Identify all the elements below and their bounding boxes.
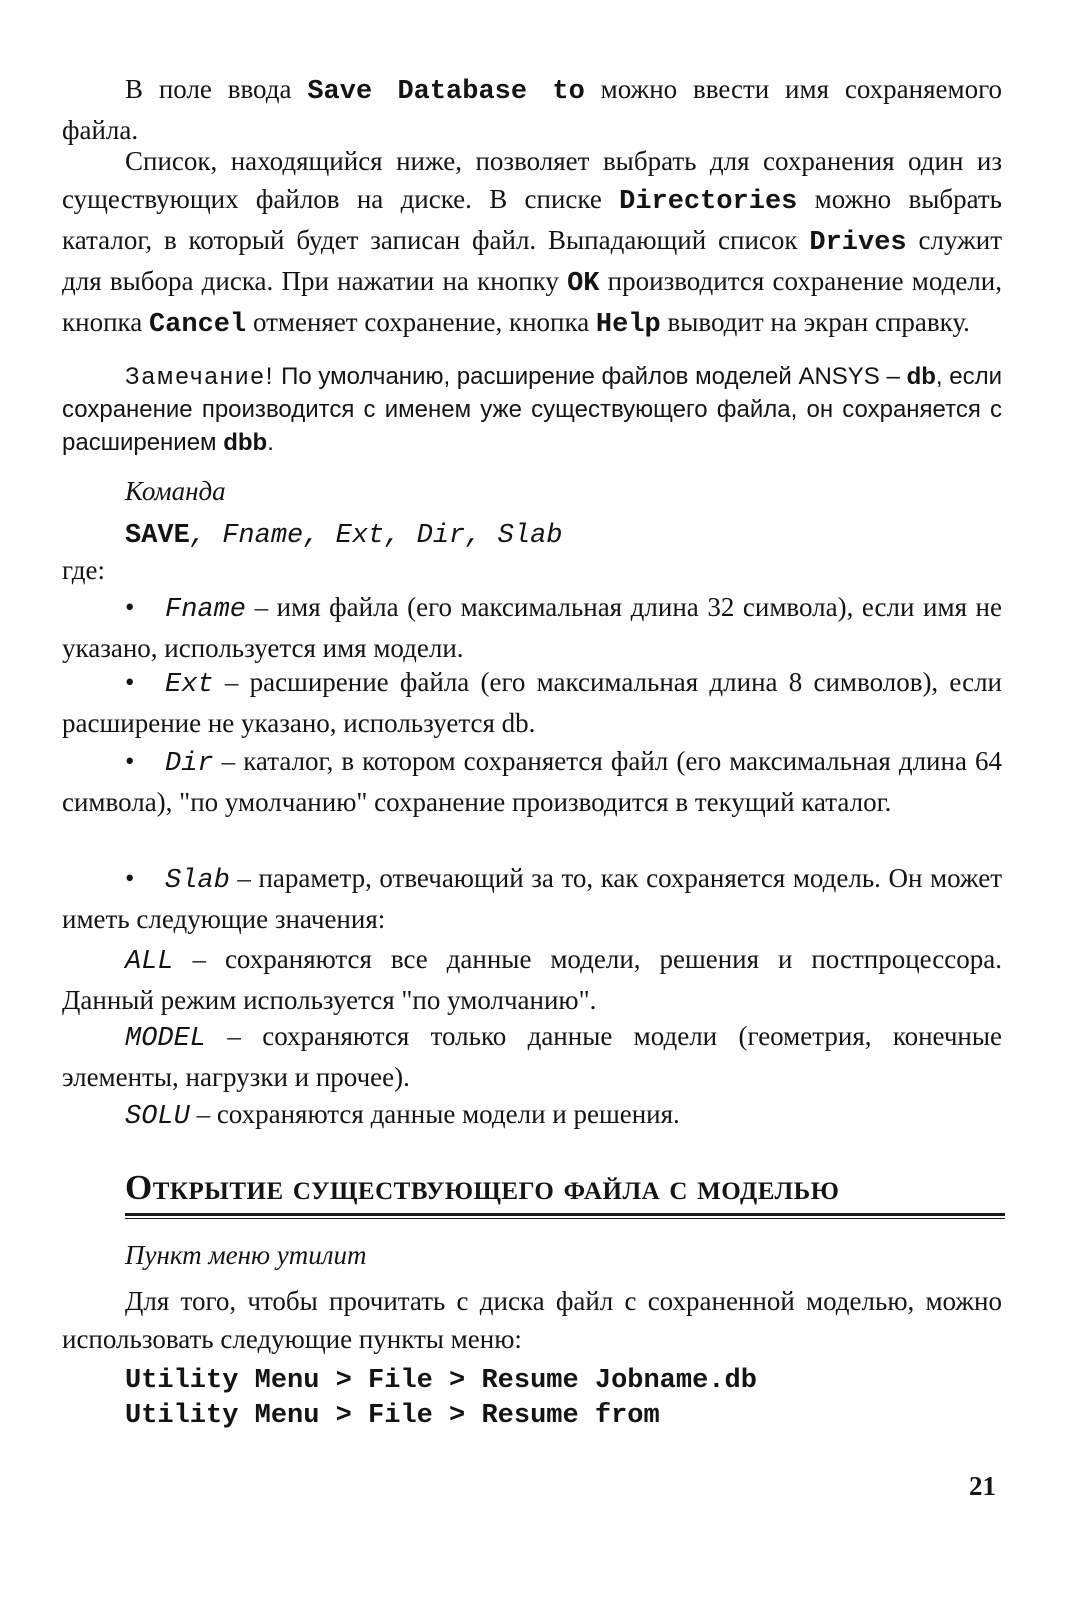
param-description: – расширение файла (его максимальная длина 8 символов), если расширение не указано, используется db. xyxy=(62,667,1002,738)
page-number: 21 xyxy=(969,1471,996,1501)
paragraph-save-database xyxy=(62,70,1002,149)
list-item: • Fname – имя файла (его максимальная длина 32 символа), если имя не указано, используется имя модели. xyxy=(62,592,1002,663)
heading-rule-thin xyxy=(125,1218,1005,1219)
text: . xyxy=(267,429,274,456)
code-save-database: Save Database to xyxy=(307,77,585,107)
command-args: , Fname, Ext, Dir, Slab xyxy=(189,521,563,551)
menu-path: Utility Menu > File > Resume from xyxy=(125,1401,660,1431)
text: По умолчанию, расширение файлов моделей ANSYS – xyxy=(274,363,907,390)
text: можно ввести имя сохраняемого файла. xyxy=(62,74,1002,145)
paragraph-open-file: Для того, чтобы прочитать с диска файл с сохраненной моделью, можно использовать следующие пункты меню: xyxy=(62,1286,1002,1354)
code-cancel: Cancel xyxy=(148,310,247,340)
value-key: MODEL xyxy=(125,1024,207,1054)
value-description: – сохраняются только данные модели (геометрия, конечные элементы, нагрузки и прочее). xyxy=(62,1021,1002,1092)
text: , если сохранение производится с именем уже существующего файла, он сохраняется с расширением xyxy=(62,363,1003,456)
code-drives: Drives xyxy=(809,228,907,258)
heading-rule xyxy=(125,1213,1005,1216)
command-syntax xyxy=(62,514,1002,555)
text: Список, находящийся ниже, позволяет выбрать для сохранения один из существующих файлов на диске. В списке xyxy=(62,146,1002,214)
param-name: Ext xyxy=(165,670,214,700)
where-label: где: xyxy=(62,555,105,585)
text: В поле ввода xyxy=(125,74,308,104)
param-description: – имя файла (его максимальная длина 32 символа), если имя не указано, используется имя модели. xyxy=(62,592,1002,663)
list-item: • Ext – расширение файла (его максимальная длина 8 символов), если расширение не указано, используется db. xyxy=(62,667,1002,738)
command-name: SAVE xyxy=(125,521,190,551)
text: служит для выбора диска. При нажатии на кнопку xyxy=(62,225,1002,296)
param-description: – параметр, отвечающий за то, как сохраняется модель. Он может иметь следующие значения: xyxy=(62,863,1002,934)
section-heading: Открытие существующего файла с моделью xyxy=(125,1168,840,1207)
param-description: – каталог, в котором сохраняется файл (его максимальная длина 64 символа), "по умолчанию" сохранение производится в текущий каталог. xyxy=(62,746,1002,817)
ext-db: db xyxy=(906,363,936,390)
text: отменяет сохранение, кнопка xyxy=(246,307,596,337)
param-name: Fname xyxy=(165,595,247,625)
value-item xyxy=(62,1017,1002,1096)
text: можно выбрать каталог, в который будет записан файл. Выпадающий список xyxy=(62,184,1002,255)
value-key: SOLU xyxy=(125,1102,190,1132)
text: производится сохранение модели, кнопка xyxy=(62,266,1002,337)
value-item xyxy=(62,1095,1002,1136)
ext-dbb: dbb xyxy=(223,429,268,456)
list-item: • Slab – параметр, отвечающий за то, как сохраняется модель. Он может иметь следующие значения: xyxy=(62,863,1002,934)
param-name: Slab xyxy=(165,866,230,896)
code-ok: OK xyxy=(567,269,600,299)
param-name: Dir xyxy=(165,749,214,779)
code-directories: Directories xyxy=(619,187,798,217)
code-help: Help xyxy=(595,310,661,340)
text: выводит на экран справку. xyxy=(660,307,970,337)
paragraph-dialog-description xyxy=(62,142,1002,344)
value-description: – сохраняются все данные модели, решения и постпроцессора. Данный режим используется "по умолчанию". xyxy=(62,944,1002,1015)
menu-path: Utility Menu > File > Resume Jobname.db xyxy=(125,1366,757,1396)
note-paragraph xyxy=(62,360,1002,459)
list-item: • Dir – каталог, в котором сохраняется файл (его максимальная длина 64 символа), "по умолчанию" сохранение производится в текущий каталог. xyxy=(62,746,1002,817)
menu-label: Пункт меню утилит xyxy=(125,1240,367,1270)
value-description: – сохраняются данные модели и решения. xyxy=(189,1099,680,1129)
value-item xyxy=(62,940,1002,1019)
command-label: Команда xyxy=(125,476,226,506)
note-label: Замечание! xyxy=(125,363,275,390)
value-key: ALL xyxy=(125,947,174,977)
